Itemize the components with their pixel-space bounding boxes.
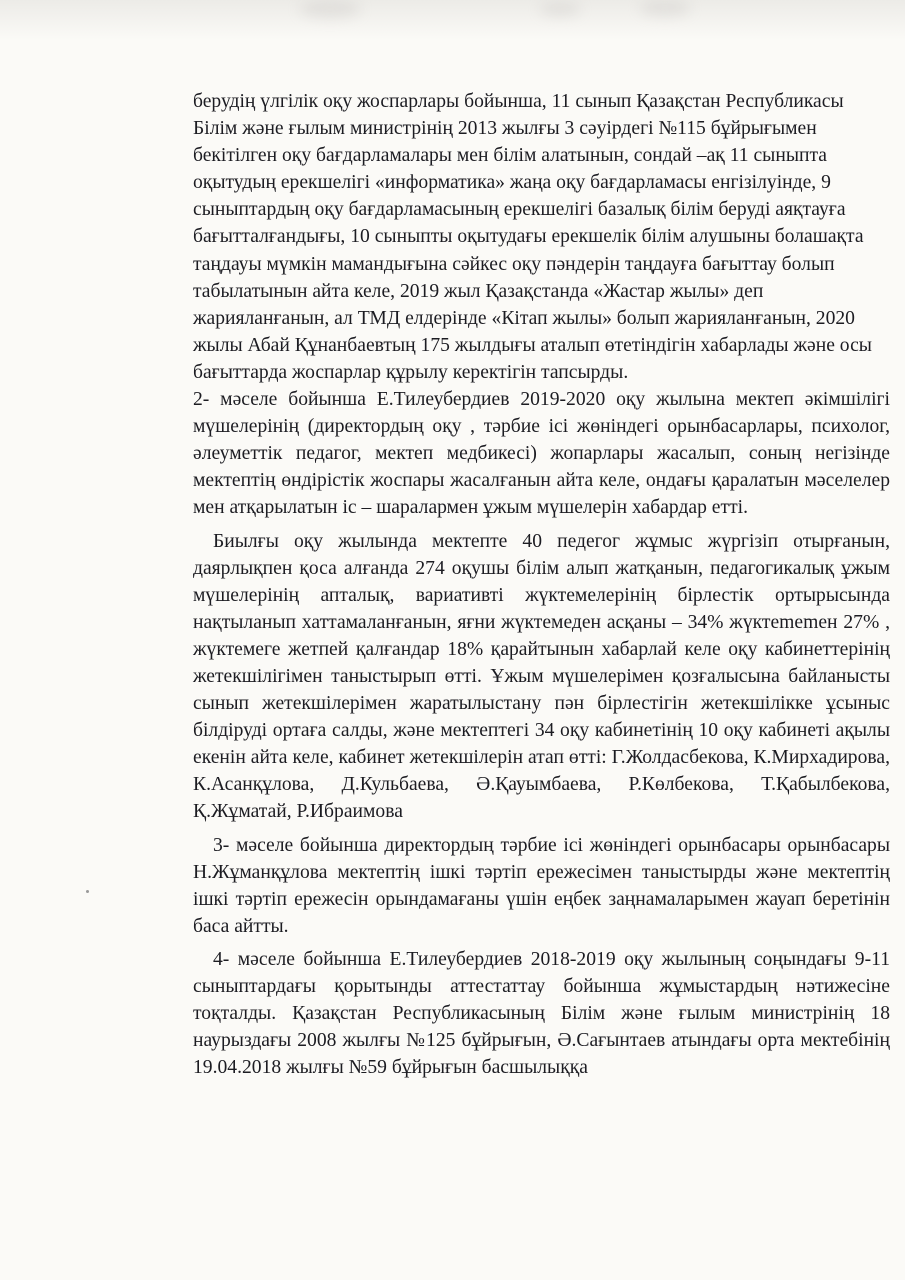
scan-smudge bbox=[300, 0, 360, 18]
paragraph-staff-load: Биылғы оқу жылында мектепте 40 педегог жұмыс жүргізіп отырғанын, даярлықпен қоса алғанда 274 оқушы білім алып жатқанын, педагогикалық ұжым мүшелерінің апталық, вариативті жүктемелерінің бірлестік ортырысында нақтыланып хаттамаланғанын, яғни жүктемеден асқаны – 34% жүктememен 27% , жүктемеге жетпей қалғандар 18% қарайтынын хабарлай келе оқу кабинеттерінің жетекшілігімен таныстырып өтті. Ұжым мүшелерімен қозғалысына байланысты сынып жетекшілерімен жаратылыстану пән бірлестігін жетекшілікке ұсыныс білдіруді ортаға салды, және мектептегі 34 оқу кабинетінің 10 оқу кабинеті ақылы екенін айта келе, кабинет жетекшілерін атап өтті: Г.Жолдасбекова, К.Мирхадирова, К.Асанқұлова, Д.Кульбаева, Ә.Қауымбаева, Р.Көлбекова, Т.Қабылбекова, Қ.Жұматай, Р.Ибраимова bbox=[193, 530, 890, 823]
scan-speck bbox=[86, 890, 89, 893]
paragraph-intro-continuation: берудің үлгілік оқу жоспарлары бойынша, 11 сынып Қазақстан Республикасы Білім және ғылым министрінің 2013 жылғы 3 сәуірдегі №115 бұйрығымен бекітілген оқу бағдарламалары мен білім алатынын, сондай –ақ 11 сыныпта оқытудың ерекшелігі «информатика» жаңа оқу бағдарламасы енгізілуінде, 9 сыныптардың оқу бағдарламасының ерекшелігі базалық білім беруді аяқтауға бағытталғандығы, 10 сыныпты оқытудағы ерекшелік білім алушыны болашақта таңдауы мүмкін мамандығына сәйкес оқу пәндерін таңдауға бағыттау болып табылатынын айта келе, 2019 жыл Қазақстанда «Жастар жылы» деп жарияланғанын, ал ТМД елдерінде «Кітап жылы» болып жарияланғанын, 2020 жылы Абай Құнанбаевтың 175 жылдығы аталып өтетіндігін хабарлады және осы бағыттарда жоспарлар құрылу керектігін тапсырды. bbox=[193, 91, 872, 383]
paragraph-issue-3: 3- мәселе бойынша директордың тәрбие ісі жөніндегі орынбасары орынбасары Н.Жұманқұлова мектептің ішкі тәртіп ережесімен таныстырды және мектептің ішкі тәртіп ережесін орындамағаны үшін еңбек заңнамаларымен жауап беретінін баса айтты. bbox=[193, 834, 890, 937]
scan-smudge bbox=[540, 2, 580, 16]
scan-top-shadow bbox=[0, 0, 905, 40]
paragraph-issue-2: 2- мәселе бойынша Е.Тилеубердиев 2019-2020 оқу жылына мектеп әкімшілігі мүшелерінің (директордың оқу , тәрбие ісі жөніндегі орынбасарлары, психолог, әлеуметтік педагог, мектеп медбикесі) жопарлары жасалып, соның негізінде мектептің өндірістік жоспары жасалғанын айта келе, ондағы қаралатын мәселелер мен атқарылатын іс – шаралармен ұжым мүшелерін хабардар етті. bbox=[193, 389, 890, 519]
document-body bbox=[193, 88, 890, 1081]
scan-smudge bbox=[640, 0, 690, 16]
paragraph-issue-4: 4- мәселе бойынша Е.Тилеубердиев 2018-2019 оқу жылының соңындағы 9-11 сыныптардағы қорытынды аттестаттау бойынша жұмыстардың нәтижесіне тоқталды. Қазақстан Республикасының Білім және ғылым министрінің 18 наурыздағы 2008 жылғы №125 бұйрығын, Ә.Сағынтаев атындағы орта мектебінің 19.04.2018 жылғы №59 бұйрығын басшылыққа bbox=[193, 948, 890, 1079]
